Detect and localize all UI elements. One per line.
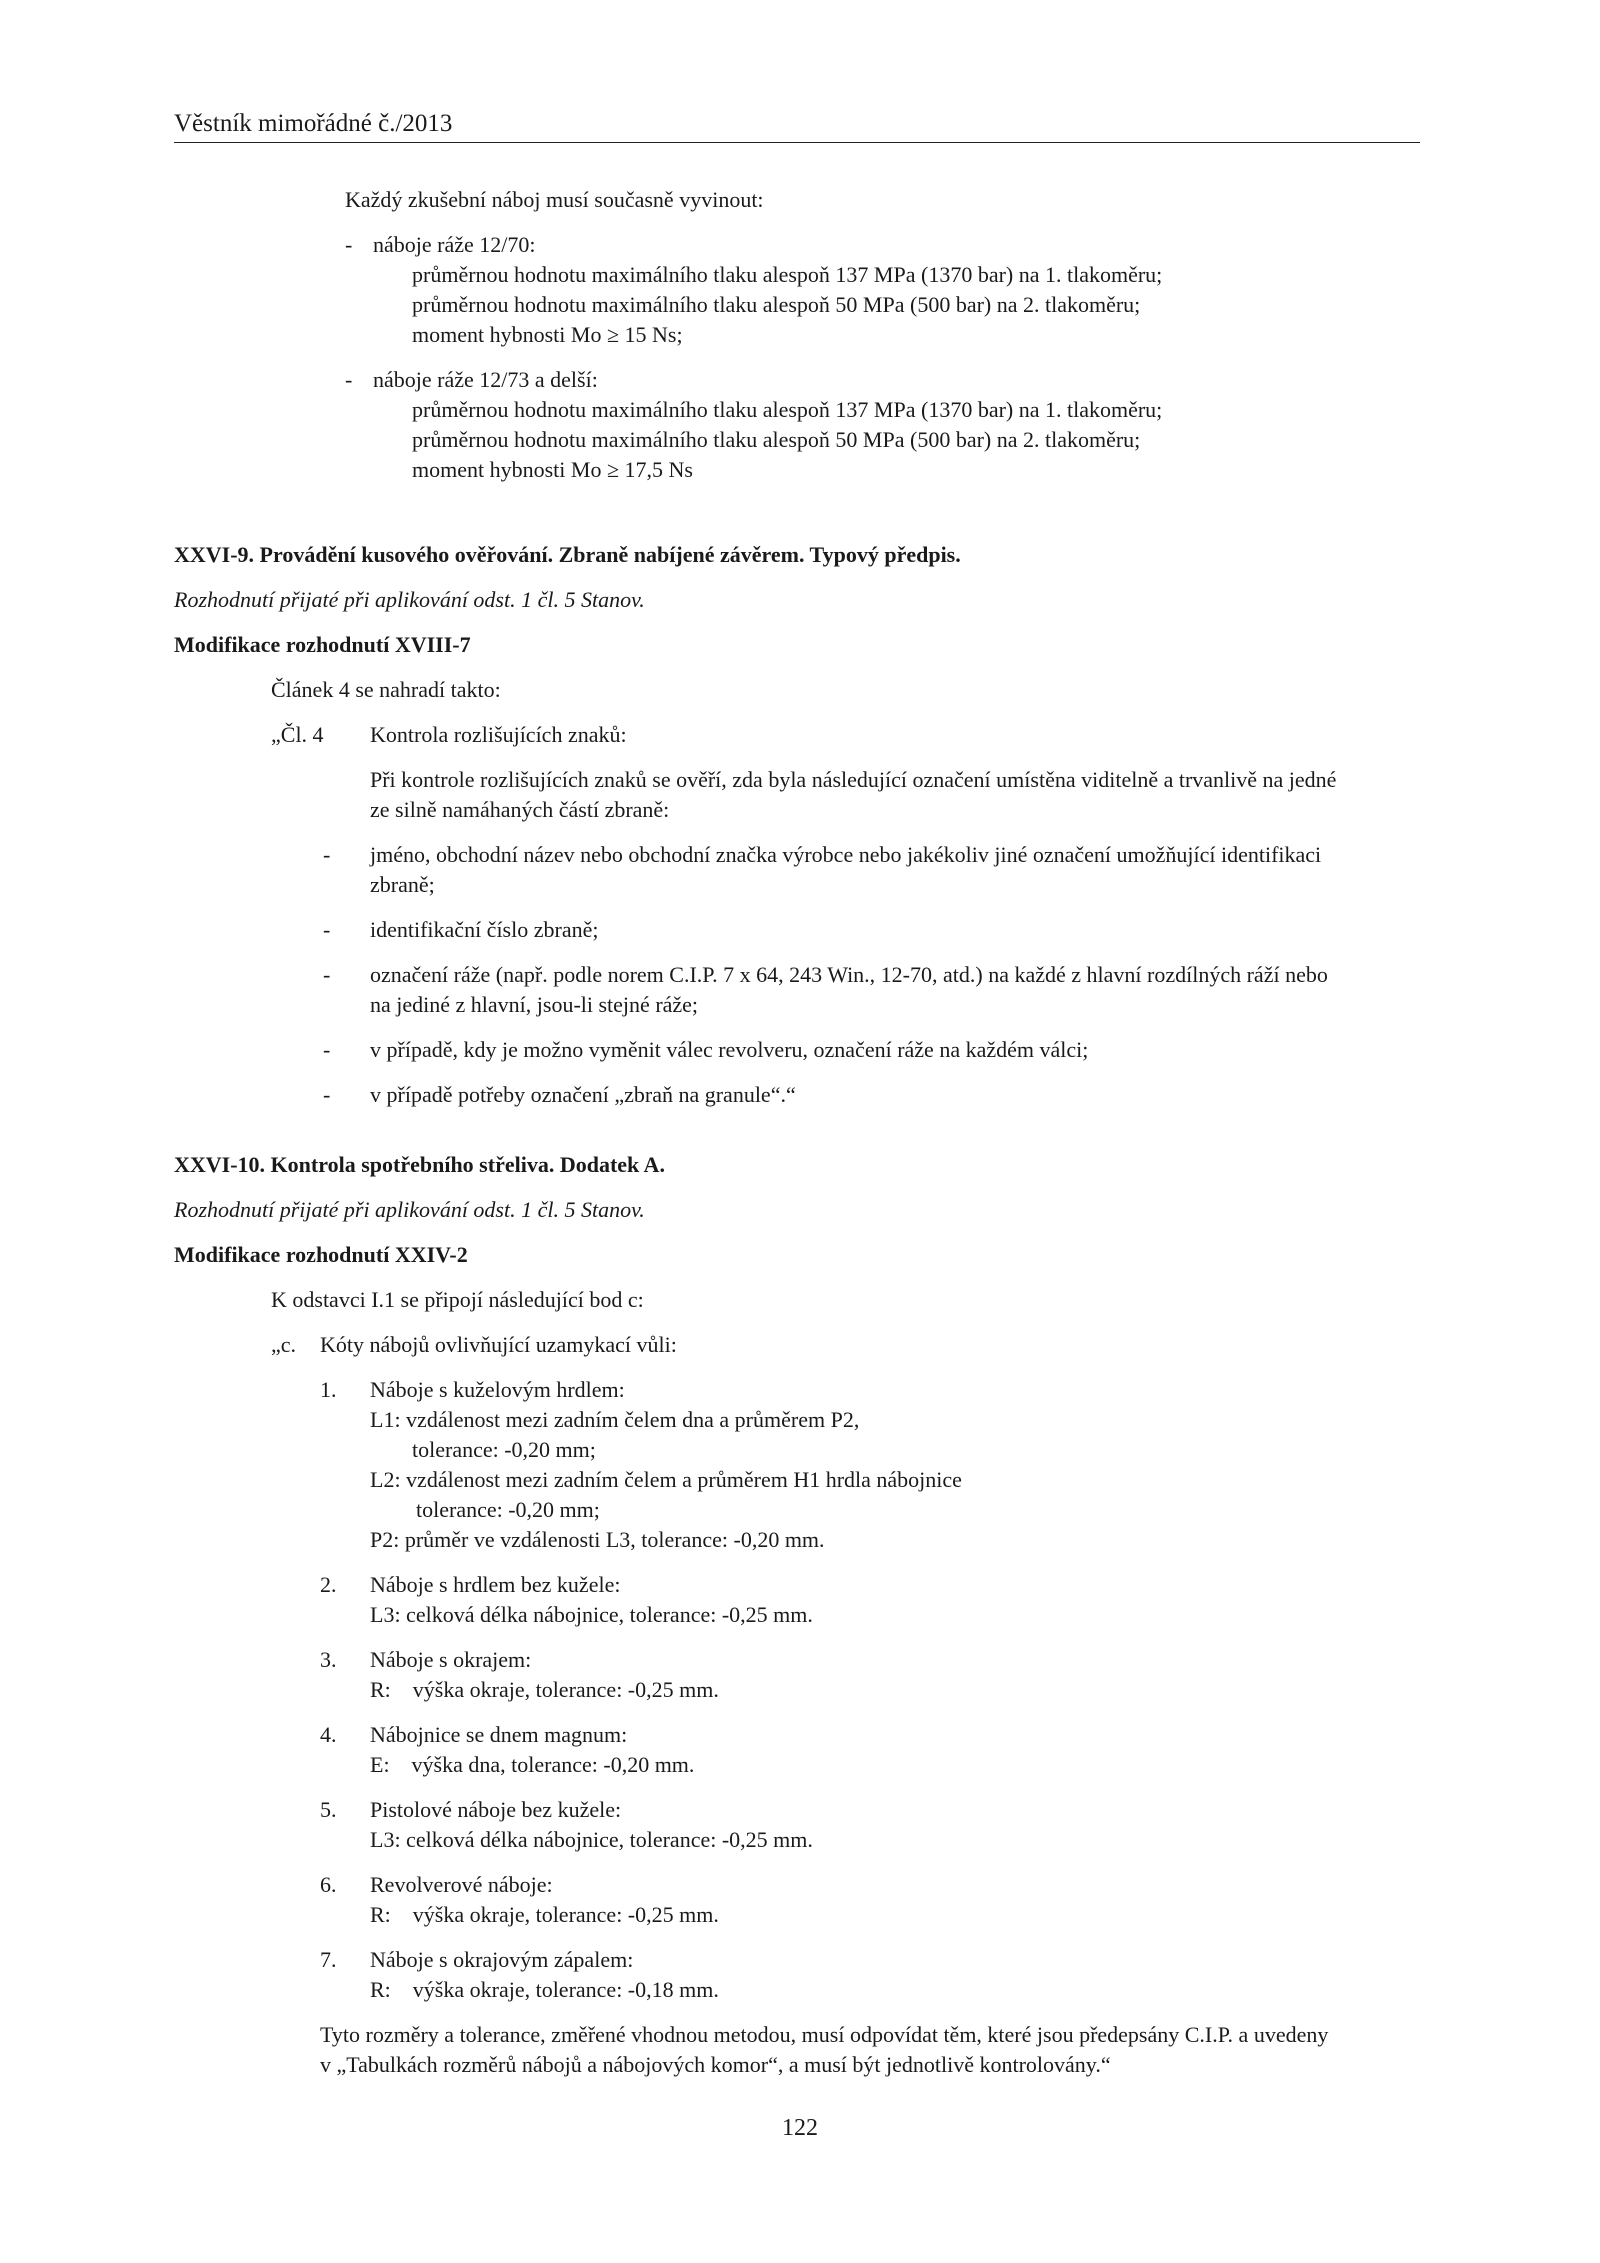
page-number: 122 <box>782 2115 818 2141</box>
item-number: 5. <box>320 1797 337 1822</box>
group2-line: průměrnou hodnotu maximálního tlaku alespoň 50 MPa (500 bar) na 2. tlakoměru; <box>412 427 1141 452</box>
decision-note: Rozhodnutí přijaté při aplikování odst. 1 čl. 5 Stanov. <box>174 1197 645 1222</box>
article-title: Kontrola rozlišujících znaků: <box>370 722 627 747</box>
item-number: 2. <box>320 1572 337 1597</box>
point-title: Kóty nábojů ovlivňující uzamykací vůli: <box>320 1332 677 1357</box>
intro-lead: Každý zkušební náboj musí současně vyvinout: <box>345 187 764 212</box>
item-line: E: výška dna, tolerance: -0,20 mm. <box>370 1752 695 1777</box>
group2-dash: - <box>345 367 353 392</box>
item-line: tolerance: -0,20 mm; <box>412 1437 596 1462</box>
article-paragraph-line: ze silně namáhaných částí zbraně: <box>370 797 670 822</box>
item-number: 4. <box>320 1722 337 1747</box>
group1-line: moment hybnosti Mo ≥ 15 Ns; <box>412 322 683 347</box>
page-header: Věstník mimořádné č./2013 <box>174 108 1420 143</box>
item-title: Náboje s hrdlem bez kužele: <box>370 1572 621 1597</box>
list-dash: - <box>323 962 331 987</box>
list-item: na jediné z hlavní, jsou-li stejné ráže; <box>370 992 699 1017</box>
item-line: R: výška okraje, tolerance: -0,25 mm. <box>370 1677 719 1702</box>
list-dash: - <box>323 917 331 942</box>
list-dash: - <box>323 1082 331 1107</box>
list-item: jméno, obchodní název nebo obchodní značka výrobce nebo jakékoliv jiné označení umožňující identifikaci <box>370 842 1322 867</box>
group1-dash: - <box>345 232 353 257</box>
append-note: K odstavci I.1 se připojí následující bod c: <box>271 1287 644 1312</box>
item-line: R: výška okraje, tolerance: -0,18 mm. <box>370 1977 719 2002</box>
closing-line: Tyto rozměry a tolerance, změřené vhodnou metodou, musí odpovídat těm, které jsou předepsány C.I.P. a uvedeny <box>320 2022 1329 2047</box>
article-paragraph-line: Při kontrole rozlišujících znaků se ověří, zda byla následující označení umístěna viditelně a trvanlivě na jedné <box>370 767 1337 792</box>
group1-label: náboje ráže 12/70: <box>373 232 536 257</box>
list-item: zbraně; <box>370 872 435 897</box>
group1-line: průměrnou hodnotu maximálního tlaku alespoň 50 MPa (500 bar) na 2. tlakoměru; <box>412 292 1141 317</box>
item-line: P2: průměr ve vzdálenosti L3, tolerance: -0,20 mm. <box>370 1527 825 1552</box>
list-item: v případě potřeby označení „zbraň na granule“.“ <box>370 1082 796 1107</box>
replace-note: Článek 4 se nahradí takto: <box>271 677 501 702</box>
item-title: Revolverové náboje: <box>370 1872 553 1897</box>
item-title: Náboje s okrajem: <box>370 1647 532 1672</box>
closing-line: v „Tabulkách rozměrů nábojů a nábojových komor“, a musí být jednotlivě kontrolovány.“ <box>320 2052 1111 2077</box>
item-line: tolerance: -0,20 mm; <box>416 1497 600 1522</box>
section-heading: XXVI-9. Provádění kusového ověřování. Zbraně nabíjené závěrem. Typový předpis. <box>174 542 961 567</box>
item-line: L3: celková délka nábojnice, tolerance: -0,25 mm. <box>370 1827 813 1852</box>
group2-line: moment hybnosti Mo ≥ 17,5 Ns <box>412 457 693 482</box>
modification-heading: Modifikace rozhodnutí XVIII-7 <box>174 632 471 657</box>
item-number: 1. <box>320 1377 337 1402</box>
list-dash: - <box>323 842 331 867</box>
item-line: L2: vzdálenost mezi zadním čelem a průměrem H1 hrdla nábojnice <box>370 1467 962 1492</box>
list-dash: - <box>323 1037 331 1062</box>
item-title: Pistolové náboje bez kužele: <box>370 1797 622 1822</box>
item-number: 6. <box>320 1872 337 1897</box>
decision-note: Rozhodnutí přijaté při aplikování odst. 1 čl. 5 Stanov. <box>174 587 645 612</box>
section-heading: XXVI-10. Kontrola spotřebního střeliva. Dodatek A. <box>174 1152 665 1177</box>
item-line: L1: vzdálenost mezi zadním čelem dna a průměrem P2, <box>370 1407 860 1432</box>
point-label: „c. <box>271 1332 297 1357</box>
group2-line: průměrnou hodnotu maximálního tlaku alespoň 137 MPa (1370 bar) na 1. tlakoměru; <box>412 397 1163 422</box>
group2-label: náboje ráže 12/73 a delší: <box>373 367 598 392</box>
article-label: „Čl. 4 <box>271 722 324 747</box>
modification-heading: Modifikace rozhodnutí XXIV-2 <box>174 1242 468 1267</box>
item-title: Náboje s kuželovým hrdlem: <box>370 1377 625 1402</box>
item-line: R: výška okraje, tolerance: -0,25 mm. <box>370 1902 719 1927</box>
item-number: 7. <box>320 1947 337 1972</box>
list-item: označení ráže (např. podle norem C.I.P. 7 x 64, 243 Win., 12-70, atd.) na každé z hlavní rozdílných ráží nebo <box>370 962 1328 987</box>
item-title: Náboje s okrajovým zápalem: <box>370 1947 634 1972</box>
item-line: L3: celková délka nábojnice, tolerance: -0,25 mm. <box>370 1602 813 1627</box>
list-item: identifikační číslo zbraně; <box>370 917 599 942</box>
list-item: v případě, kdy je možno vyměnit válec revolveru, označení ráže na každém válci; <box>370 1037 1089 1062</box>
item-title: Nábojnice se dnem magnum: <box>370 1722 628 1747</box>
group1-line: průměrnou hodnotu maximálního tlaku alespoň 137 MPa (1370 bar) na 1. tlakoměru; <box>412 262 1163 287</box>
item-number: 3. <box>320 1647 337 1672</box>
